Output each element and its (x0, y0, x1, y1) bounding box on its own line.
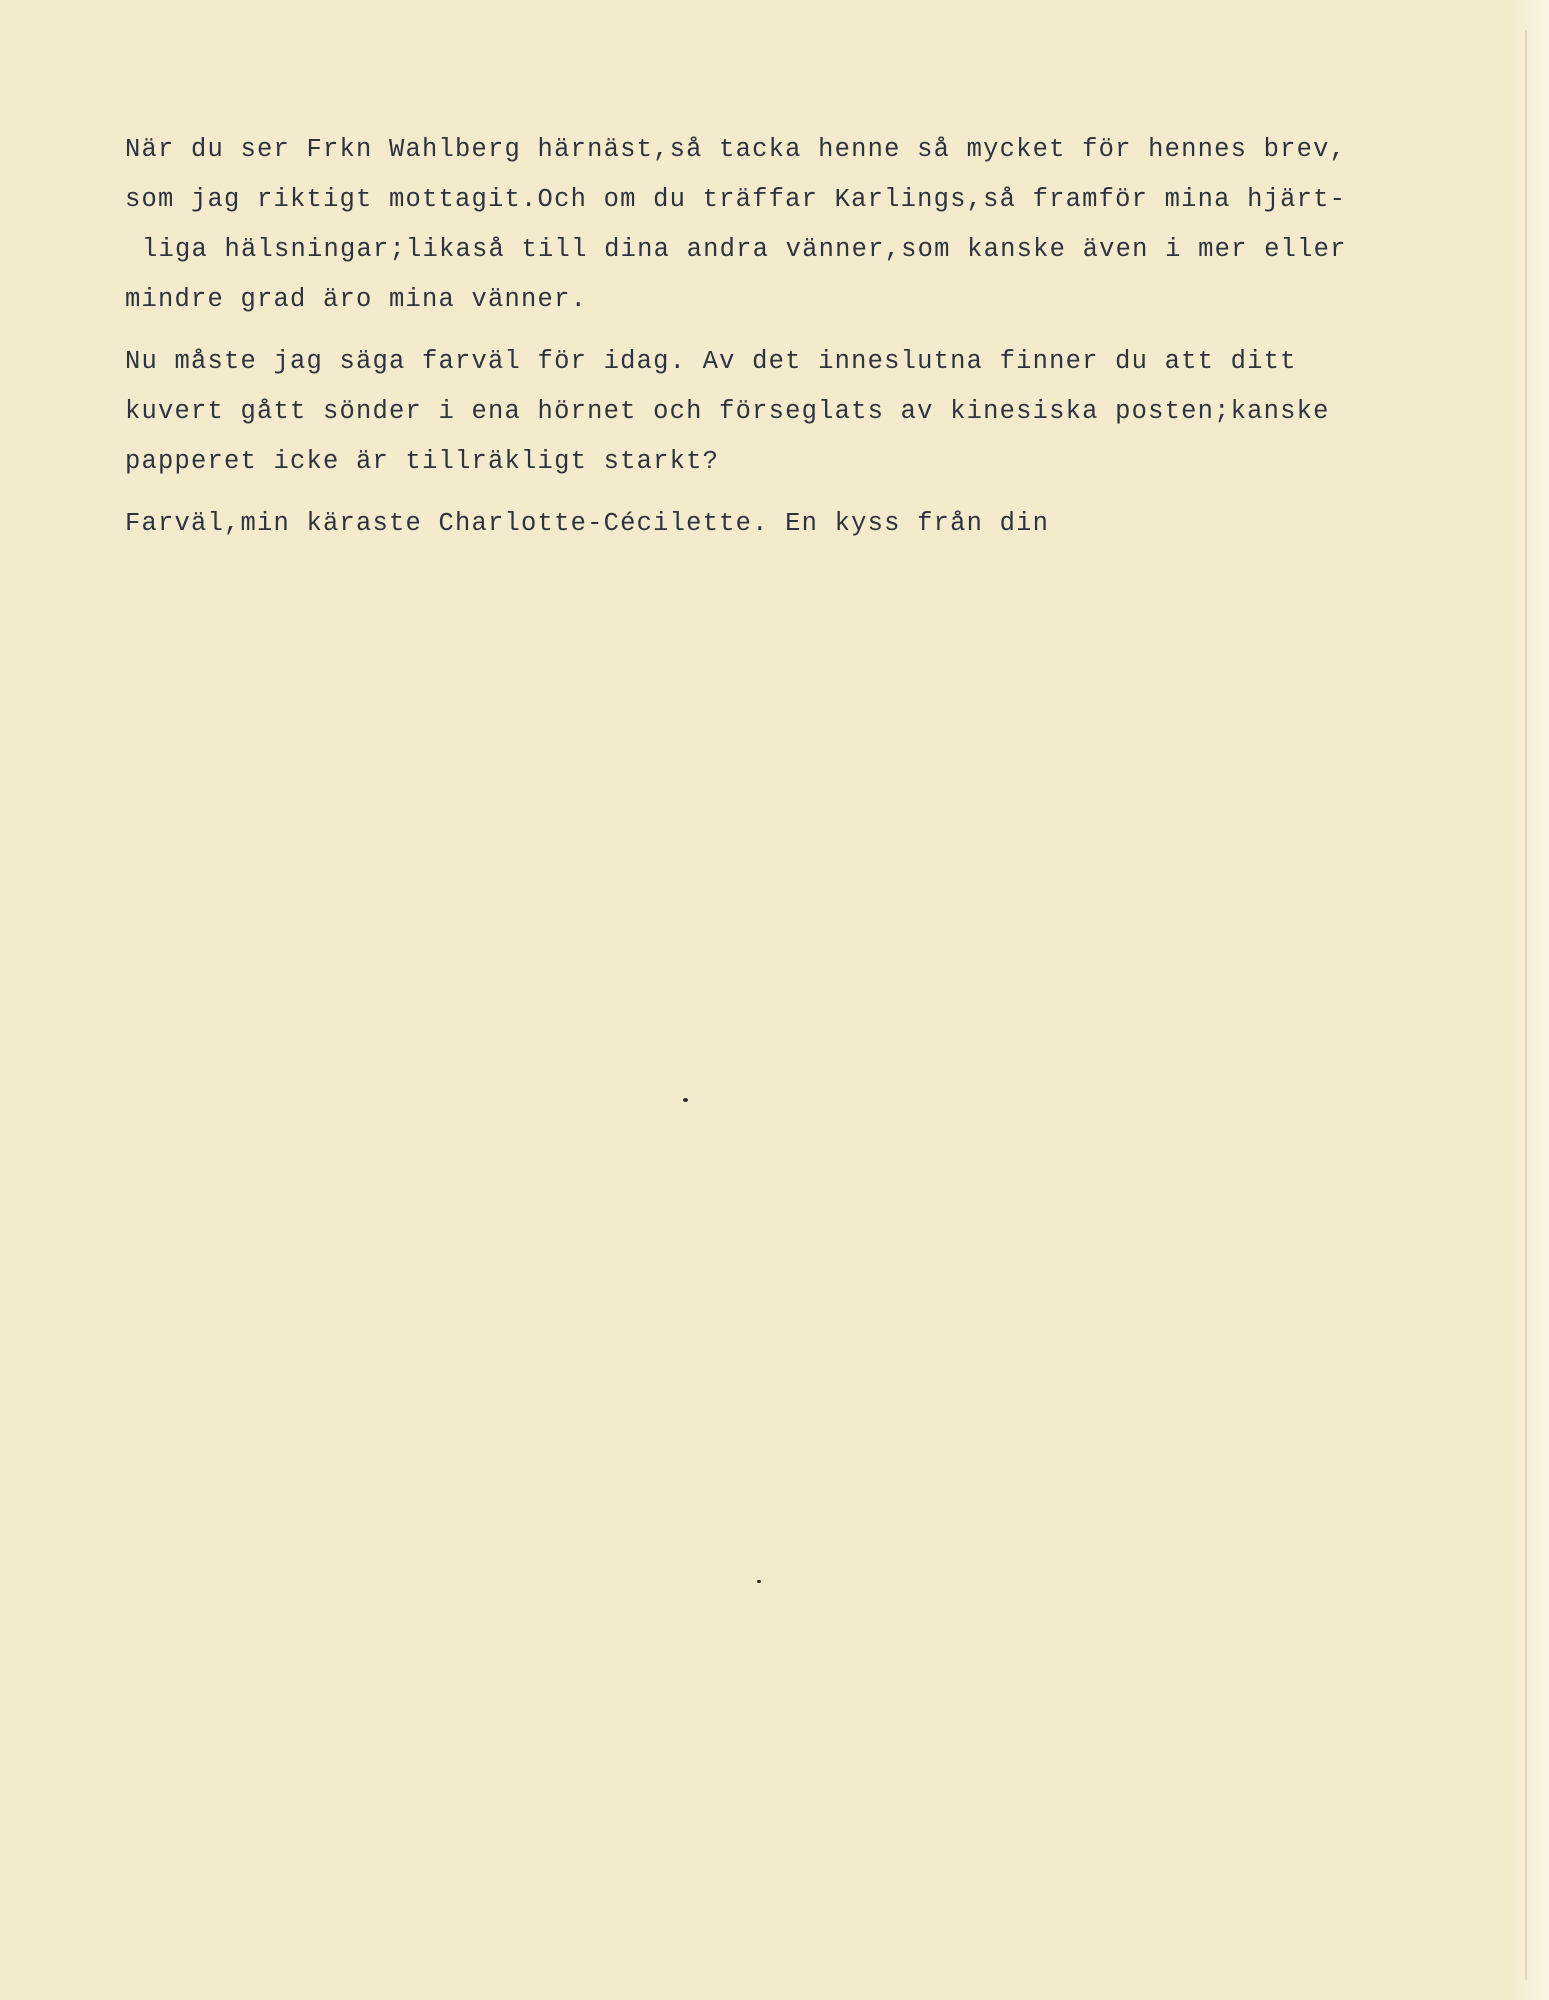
letter-line: som jag riktigt mottagit.Och om du träffar Karlings,så framför mina hjärt- (125, 185, 1347, 214)
page-crease (1525, 30, 1527, 1980)
letter-line: kuvert gått sönder i ena hörnet och förseglats av kinesiska posten;kanske (125, 397, 1330, 426)
letter-line: liga hälsningar;likaså till dina andra vänner,som kanske även i mer eller (142, 235, 1347, 264)
paragraph-greetings (125, 125, 1455, 325)
closing-line: Farväl,min käraste Charlotte-Cécilette. En kyss från din (125, 509, 1050, 538)
letter-line: papperet icke är tillräkligt starkt? (125, 447, 720, 476)
letter-line: Nu måste jag säga farväl för idag. Av det inneslutna finner du att ditt (125, 347, 1297, 376)
ink-speck (757, 1580, 761, 1583)
ink-speck (683, 1098, 688, 1102)
letter-line: mindre grad äro mina vänner. (125, 285, 588, 314)
page-edge-shade (1509, 0, 1549, 2000)
letter-line: När du ser Frkn Wahlberg härnäst,så tacka henne så mycket för hennes brev, (125, 135, 1347, 164)
paragraph-farewell-envelope (125, 337, 1455, 487)
letter-body (125, 125, 1455, 561)
paragraph-closing (125, 499, 1455, 549)
